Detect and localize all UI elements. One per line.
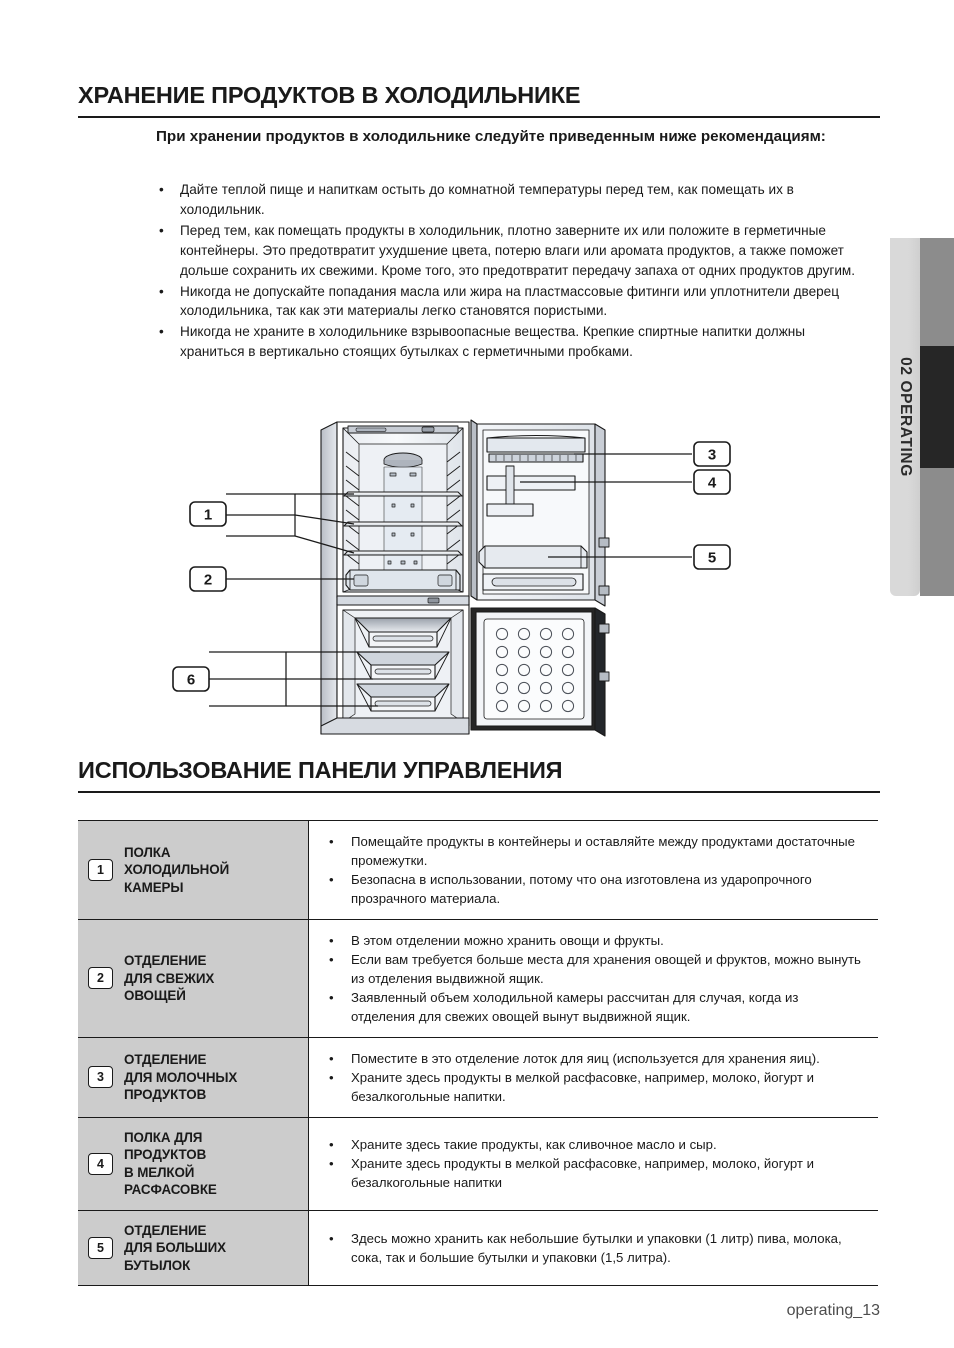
bullet-icon: • [329, 1156, 334, 1172]
storage-recommendation-item [156, 322, 870, 362]
storage-recommendation-text: Перед тем, как помещать продукты в холодильник, плотно заверните их или положите в герметичные контейнеры. Это предотвратит ухудшение цвета, потерю влаги или аромата продуктов, а также поможет дольше сохранить их свежими. Кроме того, это предотвратит передачу запаха от одних продуктов другим. [180, 222, 856, 278]
list-item [325, 1068, 866, 1106]
compartment-name: ОТДЕЛЕНИЕ ДЛЯ МОЛОЧНЫХ ПРОДУКТОВ [124, 1052, 238, 1103]
compartment-description-cell [309, 920, 879, 1038]
storage-recommendation-text: Никогда не допускайте попадания масла или жира на пластмассовые фитинги или уплотнители дверец холодильника, так как эти материалы легко становятся пористыми. [180, 283, 840, 319]
page-footer: operating_13 [786, 1302, 880, 1319]
storage-recommendation-item [156, 221, 870, 281]
section-heading-control-panel [78, 757, 880, 793]
compartment-description-cell [309, 1118, 879, 1211]
diagram-callout-label: 3 [707, 446, 717, 464]
bullet-icon: • [159, 222, 164, 238]
bullet-icon: • [159, 283, 164, 299]
table-row [78, 920, 878, 1038]
compartment-label-cell [78, 1038, 309, 1118]
compartment-name: ОТДЕЛЕНИЕ ДЛЯ БОЛЬШИХ БУТЫЛОК [124, 1222, 226, 1273]
compartment-description-text: Если вам требуется больше места для хранения овощей и фруктов, можно вынуть из отделения выдвижной ящик. [351, 952, 861, 986]
compartment-label-cell [78, 1118, 309, 1211]
compartment-number-badge: 5 [88, 1237, 113, 1259]
diagram-callout-label: 1 [203, 506, 213, 524]
diagram-callout-label: 6 [186, 671, 196, 689]
diagram-callout-1 [190, 502, 226, 526]
refrigerator-diagram [78, 418, 880, 748]
compartment-description-text: Поместите в это отделение лоток для яиц (используется для хранения яиц). [351, 1051, 820, 1066]
bullet-icon: • [159, 324, 164, 340]
compartment-description-text: Помещайте продукты в контейнеры и оставляйте между продуктами достаточные промежутки. [351, 834, 855, 868]
storage-recommendation-text: Никогда не храните в холодильнике взрывоопасные вещества. Крепкие спиртные напитки должны храниться в вертикально стоящих бутылках с герметичными пробками. [180, 324, 806, 360]
compartment-description-list [325, 832, 866, 908]
storage-recommendation-text: Дайте теплой пище и напиткам остыть до комнатной температуры перед тем, как помещать их в холодильник. [180, 182, 794, 217]
diagram-callout-2 [190, 567, 226, 591]
compartment-description-text: Храните здесь такие продукты, как сливочное масло и сыр. [351, 1137, 717, 1153]
bullet-icon: • [329, 834, 334, 849]
storage-recommendation-item [156, 282, 870, 322]
compartment-number-badge: 4 [88, 1153, 113, 1175]
bullet-icon: • [329, 1070, 334, 1085]
compartment-name: ПОЛКА ДЛЯ ПРОДУКТОВ В МЕЛКОЙ РАСФАСОВКЕ [124, 1130, 217, 1198]
compartment-number-badge: 2 [88, 967, 113, 989]
chapter-thumb-tab-label: 02 OPERATING [897, 357, 914, 477]
bullet-icon: • [329, 952, 334, 967]
table-row [78, 1118, 878, 1211]
compartment-description-cell [309, 1210, 879, 1285]
bullet-icon: • [329, 1137, 334, 1153]
diagram-callout-6 [173, 667, 209, 691]
compartment-description-text: Заявленный объем холодильной камеры рассчитан для случая, когда из отделения для свежих овощей вынут выдвижной ящик. [351, 990, 799, 1024]
compartment-number-badge: 3 [88, 1066, 113, 1088]
compartment-description-text: В этом отделении можно хранить овощи и фрукты. [351, 933, 664, 948]
compartment-label-cell [78, 1210, 309, 1285]
list-item [325, 1049, 866, 1068]
diagram-callout-label: 5 [707, 549, 717, 567]
page-edge-marker [920, 346, 954, 468]
compartment-description-text: Храните здесь продукты в мелкой расфасовке, например, молоко, йогурт и безалкогольные напитки. [351, 1070, 815, 1104]
compartment-description-list [325, 1229, 866, 1267]
list-item [325, 931, 866, 950]
table-row [78, 1210, 878, 1285]
bullet-icon: • [329, 1230, 334, 1246]
list-item [325, 988, 866, 1026]
page-title: ХРАНЕНИЕ ПРОДУКТОВ В ХОЛОДИЛЬНИКЕ [78, 82, 880, 118]
chapter-thumb-tab [890, 238, 920, 596]
bullet-icon: • [329, 872, 334, 887]
list-item [325, 870, 866, 908]
bullet-icon: • [329, 1051, 334, 1066]
storage-recommendations-list [156, 180, 870, 363]
storage-recommendation-item [156, 180, 870, 220]
bullet-icon: • [329, 990, 334, 1005]
diagram-callout-5 [694, 545, 730, 569]
compartment-number-badge: 1 [88, 859, 113, 881]
table-row [78, 1038, 878, 1118]
compartment-description-list [325, 931, 866, 1026]
diagram-callout-label: 2 [203, 571, 213, 589]
compartment-label-cell [78, 821, 309, 920]
section-heading-storage [78, 82, 880, 118]
diagram-callout-4 [694, 470, 730, 494]
control-panel-title: ИСПОЛЬЗОВАНИЕ ПАНЕЛИ УПРАВЛЕНИЯ [78, 757, 880, 793]
compartment-description-list [325, 1049, 866, 1106]
compartment-description-cell [309, 821, 879, 920]
table-row [78, 821, 878, 920]
storage-lead-text: При хранении продуктов в холодильнике следуйте приведенным ниже рекомендациям: [156, 128, 826, 145]
bullet-icon: • [159, 182, 164, 197]
compartment-description-text: Безопасна в использовании, потому что она изготовлена из ударопрочного прозрачного материала. [351, 872, 812, 906]
compartment-name: ОТДЕЛЕНИЕ ДЛЯ СВЕЖИХ ОВОЩЕЙ [124, 953, 215, 1004]
compartment-description-list [325, 1135, 866, 1192]
compartment-description-text: Храните здесь продукты в мелкой расфасовке, например, молоко, йогурт и безалкогольные напитки [351, 1156, 815, 1191]
diagram-callout-3 [694, 442, 730, 466]
list-item [325, 1229, 866, 1267]
refrigerator-illustration [78, 418, 880, 748]
compartment-description-text: Здесь можно хранить как небольшие бутылки и упаковки (1 литр) пива, молока, сока, так и большие бутылки и упаковки (1,5 литра). [351, 1230, 842, 1265]
list-item [325, 1154, 866, 1192]
compartment-name: ПОЛКА ХОЛОДИЛЬНОЙ КАМЕРЫ [124, 844, 230, 895]
list-item [325, 832, 866, 870]
list-item [325, 950, 866, 988]
list-item [325, 1135, 866, 1154]
compartment-description-cell [309, 1038, 879, 1118]
bullet-icon: • [329, 933, 334, 948]
compartment-label-cell [78, 920, 309, 1038]
compartment-table [78, 820, 878, 1286]
diagram-callout-label: 4 [707, 474, 717, 492]
